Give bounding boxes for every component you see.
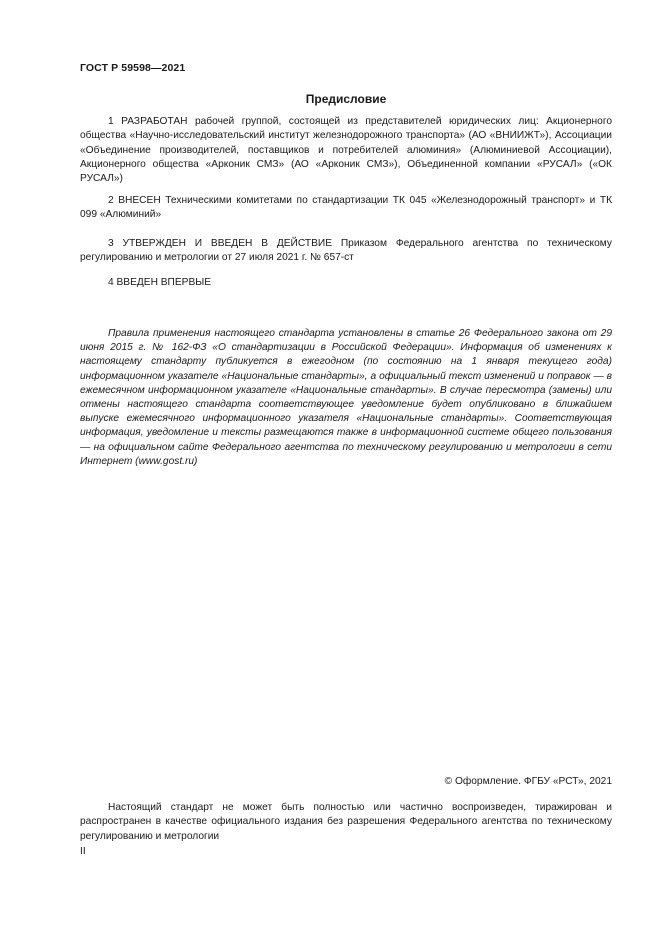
page-title: Предисловие (305, 92, 387, 106)
standard-code-header: ГОСТ Р 59598—2021 (80, 62, 186, 74)
preface-item-developed: 1 РАЗРАБОТАН рабочей группой, состоящей из представителей юридических лиц: Акционерного общества «Научно-исследовательский институт железнодорожного транспорта» (АО «ВНИИЖТ»), Ассоциации «Объединение производителей, поставщиков и потребителей алюминия» (Алюминиевой Ассоциации), Акционерного общества «Арконик СМЗ» (АО «Арконик СМЗ»), Объединенной компании «РУСАЛ» («ОК РУСАЛ») (80, 116, 612, 185)
preface-item-first-introduced: 4 ВВЕДЕН ВПЕРВЫЕ (108, 277, 212, 288)
reproduction-notice: Настоящий стандарт не может быть полностью или частично воспроизведен, тиражирован и распространен в качестве официального издания без разрешения Федерального агентства по техническому регулированию и метрологии (80, 802, 612, 842)
page-number: II (80, 846, 86, 857)
rules-note: Правила применения настоящего стандарта установлены в статье 26 Федерального закона от 29 июня 2015 г. № 162-ФЗ «О стандартизации в Российской Федерации». Информация об изменениях к настоящему стандарту публикуется в ежегодном (по состоянию на 1 января текущего года) информационном указателе «Национальные стандарты», а официальный текст изменений и поправок — в ежемесячном информационном указателе «Национальные стандарты». В случае пересмотра (замены) или отмены настоящего стандарта соответствующее уведомление будет опубликовано в ближайшем выпуске ежемесячного информационного указателя «Национальные стандарты». Соответствующая информация, уведомление и тексты размещаются также в информационной системе общего пользования — на официальном сайте Федерального агентства по техническому регулированию и метрологии в сети Интернет (www.gost.ru) (80, 328, 612, 467)
preface-item-approved: 3 УТВЕРЖДЕН И ВВЕДЕН В ДЕЙСТВИЕ Приказом Федерального агентства по техническому регулированию и метрологии от 27 июля 2021 г. № 657-ст (80, 238, 612, 264)
preface-item-introduced: 2 ВНЕСЕН Техническими комитетами по стандартизации ТК 045 «Железнодорожный транспорт» и ТК 099 «Алюминий» (80, 195, 612, 221)
copyright-line: © Оформление. ФГБУ «РСТ», 2021 (444, 776, 612, 787)
